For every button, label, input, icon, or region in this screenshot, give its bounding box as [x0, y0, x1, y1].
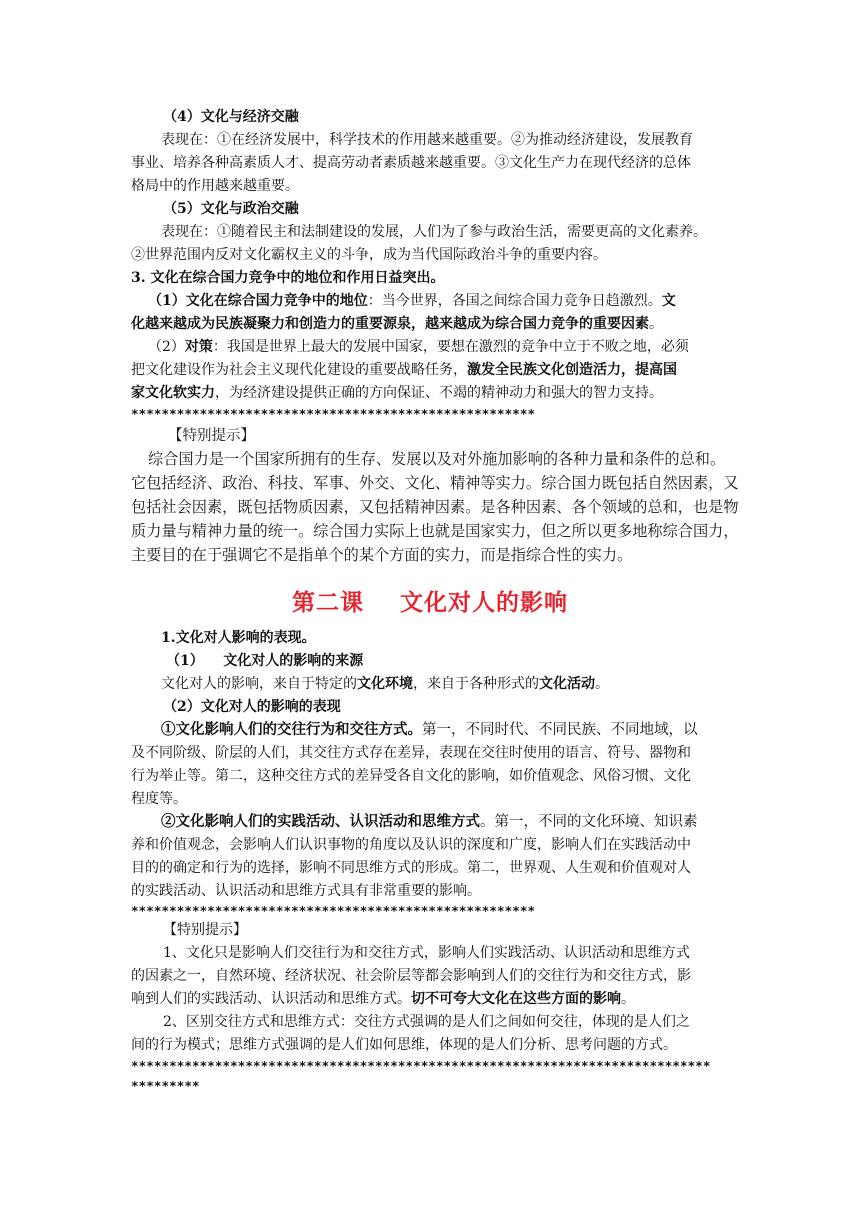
- paragraph-line: 表现在：①随着民主和法制建设的发展，人们为了参与政治生活，需要更高的文化素养。: [161, 224, 707, 240]
- bold-text: ②文化影响人们的实践活动、认识活动和思维方式: [161, 813, 480, 830]
- bold-text: 文: [661, 293, 676, 309]
- bold-text: ①文化影响人们的交往行为和交往方式。: [161, 721, 422, 738]
- paragraph-line: 表现在：①在经济发展中，科学技术的作用越来越重要。②为推动经济建设，发展教育: [161, 132, 693, 148]
- text: 第一，不同时代、不同民族、不同地域，以: [422, 722, 698, 738]
- paragraph-line: [148, 290, 676, 312]
- paragraph-line: 1、文化只是影响人们交往行为和交往方式，影响人们实践活动、认识活动和思维方式: [163, 945, 690, 961]
- text: 。: [621, 991, 635, 1007]
- paragraph-line: 2、区别交往方式和思维方式：交往方式强调的是人们之间如何交往，体现的是人们之: [163, 1014, 690, 1030]
- star-separator: *****************************************************: [131, 903, 536, 918]
- paragraph-line: 养和价值观念，会影响人们认识事物的角度以及认识的深度和广度，影响人们在实践活动中: [131, 837, 691, 853]
- bold-text: 文化环境: [357, 676, 413, 692]
- tip-heading: 【特别提示】: [168, 428, 255, 444]
- bold-text: 文化活动: [539, 676, 595, 692]
- bold-text: 激发全民族文化创造活力，提高国: [467, 362, 677, 378]
- tip-line: 综合国力是一个国家所拥有的生存、发展以及对外施加影响的各种力量和条件的总和。: [148, 450, 726, 468]
- paragraph-line: [131, 382, 663, 404]
- heading-national-power: 3. 文化在综合国力竞争中的地位和作用日益突出。: [131, 270, 445, 286]
- text: 把文化建设作为社会主义现代化建设的重要战略任务，: [131, 362, 467, 378]
- paragraph-line: [131, 988, 635, 1010]
- paragraph-line: 及不同阶级、阶层的人们，其交往方式存在差异，表现在交往时使用的语言、符号、器物和: [131, 745, 691, 761]
- text: 。: [595, 676, 609, 692]
- bold-text: 切不可夸大文化在这些方面的影响: [411, 991, 621, 1007]
- heading-culture-influence: 1.文化对人影响的表现。: [161, 630, 316, 646]
- paragraph-line: 事业、培养各种高素质人才、提高劳动者素质越来越重要。③文化生产力在现代经济的总体: [131, 155, 691, 171]
- tip-line: 质力量与精神力量的统一。综合国力实际上也就是国家实力，但之所以更多地称综合国力，: [131, 522, 739, 540]
- text: ，为经济建设提供正确的方向保证、不竭的精神动力和强大的智力支持。: [215, 385, 663, 401]
- paragraph-line: [131, 359, 677, 381]
- bold-text: 化越来越成为民族凝聚力和创造力的重要源泉，: [131, 316, 425, 332]
- star-separator: ****************************************************************************: [131, 1058, 711, 1073]
- bold-text: （1）文化在综合国力竞争中的地位: [148, 293, 368, 309]
- paragraph-line: 的因素之一，自然环境、经济状况、社会阶层等都会影响到人们的交往行为和交往方式，影: [131, 968, 691, 984]
- bold-text: 对策: [184, 339, 213, 355]
- paragraph-line: [161, 719, 698, 741]
- heading-culture-politics: （5）文化与政治交融: [163, 201, 299, 217]
- paragraph-line: [131, 313, 663, 335]
- paragraph-line: 行为举止等。第二，这种交往方式的差异受各自文化的影响，如价值观念、风俗习惯、文化: [131, 768, 691, 784]
- paragraph-line: [161, 811, 698, 833]
- tip-line: 主要目的在于强调它不是指单个的某个方面的实力，而是指综合性的实力。: [131, 546, 633, 564]
- paragraph-line: 目的的确定和行为的选择，影响不同思维方式的形成。第二，世界观、人生观和价值观对人: [131, 860, 691, 876]
- heading-culture-economy: （4）文化与经济交融: [163, 109, 299, 125]
- tip-heading: 【特别提示】: [163, 922, 247, 938]
- heading-influence-source: （1） 文化对人的影响的来源: [166, 653, 364, 669]
- text: ：当今世界，各国之间综合国力竞争日趋激烈。: [367, 293, 662, 309]
- lesson-title: 第二课 文化对人的影响: [291, 590, 569, 616]
- paragraph-line: 间的行为模式；思维方式强调的是人们如何思维，体现的是人们分析、思考问题的方式。: [131, 1037, 677, 1053]
- bold-text: 越来越成为综合国力竞争的重要因素: [425, 316, 649, 332]
- text: 文化对人的影响，来自于特定的: [161, 676, 357, 692]
- paragraph-line: ②世界范围内反对文化霸权主义的斗争，成为当代国际政治斗争的重要内容。: [131, 247, 607, 263]
- tip-line: 包括社会因素，既包括物质因素，又包括精神因素。是各种因素、各个领域的总和，也是物: [131, 498, 739, 516]
- text: 。: [649, 316, 663, 332]
- text: ，来自于各种形式的: [413, 676, 539, 692]
- tip-line: 它包括经济、政治、科技、军事、外交、文化、精神等实力。综合国力既包括自然因素，又: [131, 474, 739, 492]
- text: 响到人们的实践活动、认识活动和思维方式。: [131, 991, 411, 1007]
- paragraph-line: 的实践活动、认识活动和思维方式具有非常重要的影响。: [131, 883, 481, 899]
- text: （2）: [148, 339, 185, 355]
- star-separator: *********: [131, 1078, 200, 1093]
- star-separator: *****************************************************: [131, 406, 536, 421]
- text: ：我国是世界上最大的发展中国家，要想在激烈的竞争中立于不败之地，必须: [212, 339, 689, 355]
- paragraph-line: [161, 673, 609, 695]
- paragraph-line: 程度等。: [131, 791, 187, 807]
- paragraph-line: [148, 336, 689, 358]
- text: 。第一，不同的文化环境、知识素: [480, 814, 698, 830]
- heading-influence-expression: （2）文化对人的影响的表现: [163, 699, 341, 715]
- bold-text: 家文化软实力: [131, 385, 215, 401]
- paragraph-line: 格局中的作用越来越重要。: [131, 178, 299, 194]
